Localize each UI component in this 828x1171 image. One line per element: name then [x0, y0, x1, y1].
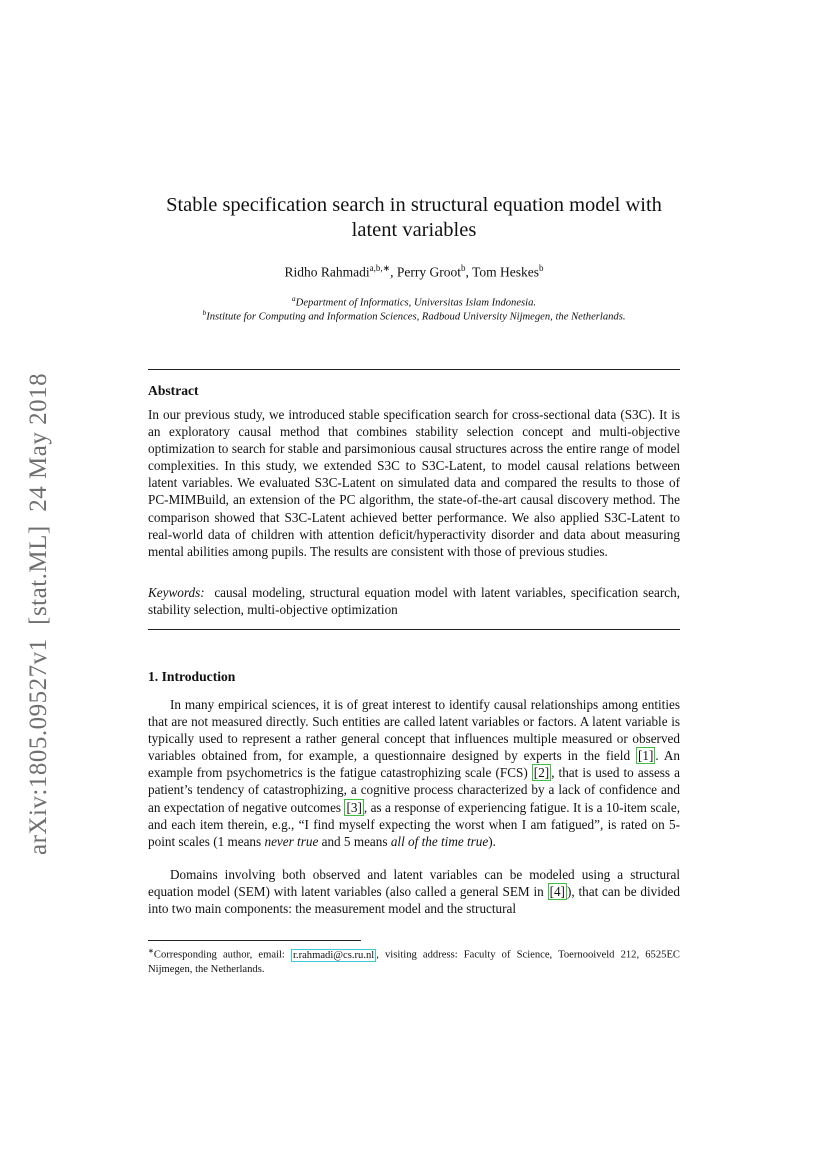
citation-link-3[interactable]: [3]	[346, 799, 362, 815]
footnote-text-b: , visiting address: Faculty of Science, Toernooiveld 212, 6525EC Nijmegen, the Netherlands.	[148, 949, 680, 975]
author-2: Perry Groot	[396, 264, 462, 280]
author-1: Ridho Rahmadi	[284, 264, 370, 280]
citation-link-4[interactable]: [4]	[549, 884, 565, 900]
author-1-affil: a,b,∗	[369, 263, 391, 273]
abstract-heading: Abstract	[148, 383, 199, 398]
section-heading-introduction: 1. Introduction	[148, 669, 236, 684]
citation-link-2[interactable]: [2]	[533, 765, 550, 781]
affiliation-b-text: Institute for Computing and Information Sciences, Radboud University Nijmegen, the Netherlands.	[206, 311, 626, 323]
keywords	[148, 584, 680, 618]
intro-p1-text-b: . An example from psychometrics is the fatigue catastrophizing scale (FCS)	[148, 748, 680, 781]
keywords-text: causal modeling, structural equation model with latent variables, specification search, stability selection, multi-objective optimization	[148, 585, 681, 618]
author-list: Ridho Rahmadi$^{a,b,∗}$, Perry Groot$^b$, Tom Heskes$^b$	[284, 263, 544, 280]
intro-p1-text-d: , as a response of experiencing fatigue. It is a 10-item scale, and each item therein, e.g., “I find myself expecting the worst when I am fatigued”, is rated on 5-point scales (1 means	[148, 799, 680, 849]
intro-p1-text-c: , that is used to assess a patient’s tendency of catastrophizing, a cognitive process characterized by a lack of confidence and an expectation of negative outcomes	[148, 765, 680, 815]
affiliation-a-mark: a	[291, 294, 296, 303]
intro-paragraph-2	[148, 866, 680, 917]
intro-p2-text-a: Domains involving both observed and latent variables can be modeled using a structural equation model (SEM) with latent variables (also called a general SEM in	[148, 867, 680, 900]
footnote-mark: ∗	[148, 947, 154, 955]
title-line-2: latent variables	[351, 219, 477, 241]
author-3: Tom Heskes	[472, 264, 539, 280]
intro-p1-text-a: In many empirical sciences, it is of great interest to identify causal relationships among entities that are not measured directly. Such entities are called latent variables or factors. A latent variable is typically used to represent a rather general concept that influences multiple measured or observed variables obtained from, for example, a questionnaire designed by experts in the field	[148, 697, 680, 764]
intro-paragraph-1	[148, 696, 680, 850]
title-line-1: Stable specification search in structural equation model with	[166, 194, 662, 216]
footnote-rule	[148, 940, 361, 941]
affiliation-b-mark: b	[202, 308, 207, 317]
citation-link-1[interactable]: [1]	[637, 748, 654, 764]
affiliation-a-text: Department of Informatics, Universitas Islam Indonesia.	[295, 297, 537, 309]
intro-p2-text-b: ), that can be divided into two main components: the measurement model and the structural	[148, 884, 680, 917]
abstract-bottom-rule	[148, 629, 680, 630]
paper-title	[148, 193, 680, 243]
author-3-affil: b	[538, 263, 544, 273]
arxiv-category: [stat.ML]	[25, 525, 52, 625]
abstract-top-rule	[148, 369, 680, 370]
author-2-affil: b	[461, 263, 466, 273]
intro-p1-italic-2: all of the time true	[390, 833, 489, 849]
arxiv-date: 24 May 2018	[25, 372, 52, 512]
intro-p1-italic-1: never true	[264, 833, 319, 849]
arxiv-id: arXiv:1805.09527v1	[25, 638, 52, 855]
intro-p1-text-f: ).	[488, 833, 496, 849]
footnote-text-a: Corresponding author, email:	[153, 949, 291, 961]
footnote	[148, 944, 680, 977]
abstract-text: In our previous study, we introduced stable specification search for cross-sectional data (S3C). It is an exploratory causal method that combines stability selection concept and multi-objective optimization to search for stable and parsimonious causal structures across the entire range of model complexities. In this study, we extended S3C to S3C-Latent, to model causal relations between latent variables. We evaluated S3C-Latent on simulated data and compared the results to those of PC-MIMBuild, an extension of the PC algorithm, the state-of-the-art causal discovery method. The comparison showed that S3C-Latent achieved better performance. We also applied S3C-Latent to real-world data of children with attention deficit/hyperactivity disorder and data about measuring mental abilities among pupils. The results are consistent with those of previous studies.	[148, 407, 680, 559]
affiliation-b	[130, 306, 698, 325]
intro-p1-text-e: and 5 means	[318, 833, 391, 849]
email-link[interactable]: r.rahmadi@cs.ru.nl	[292, 949, 375, 961]
keywords-label: Keywords:	[148, 585, 205, 600]
